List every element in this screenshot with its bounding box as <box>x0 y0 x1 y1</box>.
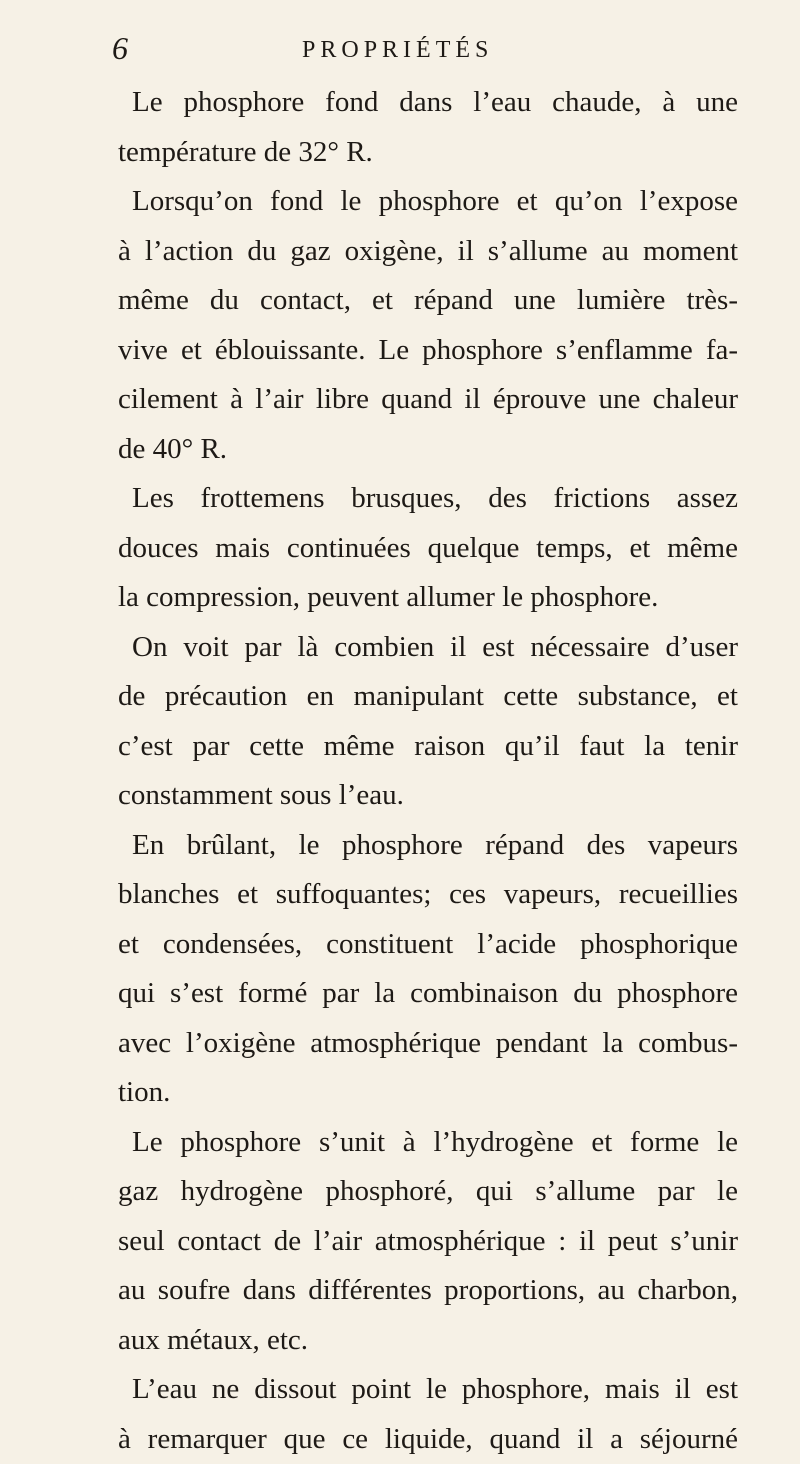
text-line: à remarquer que ce liquide, quand il a séjourné <box>118 1415 738 1464</box>
text-line: c’est par cette même raison qu’il faut la tenir <box>118 722 738 772</box>
text-line: constamment sous l’eau. <box>118 771 738 821</box>
text-line: En brûlant, le phosphore répand des vapeurs <box>118 821 738 871</box>
text-line: aux métaux, etc. <box>118 1316 738 1366</box>
page-number: 6 <box>112 28 128 68</box>
text-line: seul contact de l’air atmosphérique : il peut s’unir <box>118 1217 738 1267</box>
text-line: tion. <box>118 1068 738 1118</box>
text-line: cilement à l’air libre quand il éprouve une chaleur <box>118 375 738 425</box>
body-text <box>118 78 738 1464</box>
text-line: même du contact, et répand une lumière très- <box>118 276 738 326</box>
text-line: Les frottemens brusques, des frictions assez <box>118 474 738 524</box>
text-line: avec l’oxigène atmosphérique pendant la combus- <box>118 1019 738 1069</box>
text-line: température de 32° R. <box>118 128 738 178</box>
text-line: et condensées, constituent l’acide phosphorique <box>118 920 738 970</box>
text-line: L’eau ne dissout point le phosphore, mais il est <box>118 1365 738 1415</box>
text-line: blanches et suffoquantes; ces vapeurs, recueillies <box>118 870 738 920</box>
text-line: au soufre dans différentes proportions, au charbon, <box>118 1266 738 1316</box>
text-line: Le phosphore fond dans l’eau chaude, à une <box>118 78 738 128</box>
text-line: de précaution en manipulant cette substance, et <box>118 672 738 722</box>
text-line: gaz hydrogène phosphoré, qui s’allume par le <box>118 1167 738 1217</box>
text-line: la compression, peuvent allumer le phosphore. <box>118 573 738 623</box>
text-line: Le phosphore s’unit à l’hydrogène et forme le <box>118 1118 738 1168</box>
text-line: On voit par là combien il est nécessaire d’user <box>118 623 738 673</box>
text-line: douces mais continuées quelque temps, et même <box>118 524 738 574</box>
text-line: qui s’est formé par la combinaison du phosphore <box>118 969 738 1019</box>
text-line: de 40° R. <box>118 425 738 475</box>
text-line: vive et éblouissante. Le phosphore s’enflamme fa- <box>118 326 738 376</box>
text-line: Lorsqu’on fond le phosphore et qu’on l’expose <box>118 177 738 227</box>
text-line: à l’action du gaz oxigène, il s’allume au moment <box>118 227 738 277</box>
running-title: PROPRIÉTÉS <box>302 34 493 66</box>
running-head <box>112 28 740 68</box>
